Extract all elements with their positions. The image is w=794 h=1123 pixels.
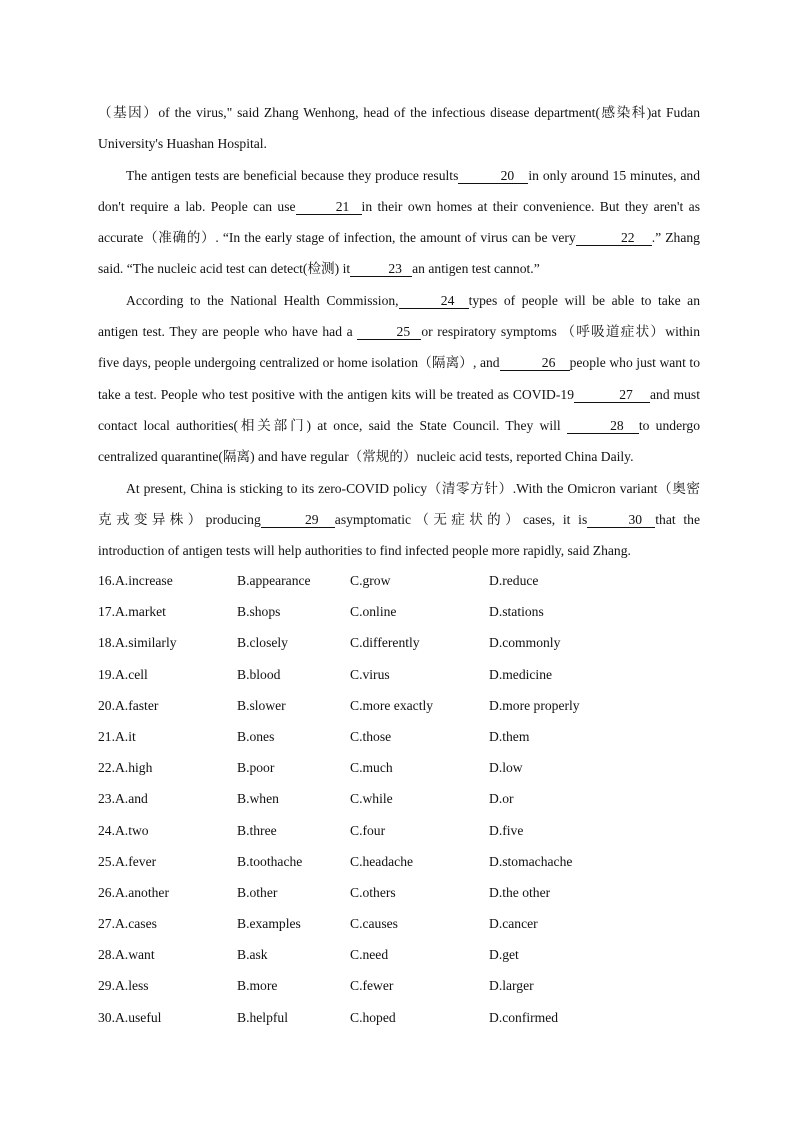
passage-text: people who just want to take a test. People who test positive with the antigen kits will be treated as COVID-19 xyxy=(98,355,700,402)
option-b: B.other xyxy=(237,884,278,900)
option-row xyxy=(98,815,698,846)
passage-paragraph xyxy=(98,160,700,285)
option-a: 19.A.cell xyxy=(98,666,148,682)
option-a: 16.A.increase xyxy=(98,573,173,588)
option-c: C.need xyxy=(350,947,389,963)
option-b: B.when xyxy=(237,791,279,807)
option-d: D.cancer xyxy=(489,916,538,932)
blank-29: 29 xyxy=(261,512,335,528)
option-a: 18.A.similarly xyxy=(98,635,177,651)
passage-text: The antigen tests are beneficial because they produce results xyxy=(126,167,459,183)
option-c: C.while xyxy=(350,791,393,807)
cloze-passage xyxy=(98,97,700,566)
option-c: C.others xyxy=(350,884,396,900)
option-d: D.get xyxy=(489,947,519,963)
option-row xyxy=(98,659,698,690)
passage-text: At present, China is sticking to its zero-COVID policy（清零方针）.With the Omicron variant（奥密克戎变异株）producing xyxy=(98,480,700,527)
option-b: B.shops xyxy=(237,604,281,620)
passage-paragraph xyxy=(98,97,700,160)
option-b: B.examples xyxy=(237,916,301,932)
option-c: C.virus xyxy=(350,666,390,682)
option-c: C.causes xyxy=(350,916,398,932)
passage-text: in only around 15 minutes, and don't require a lab. People can use xyxy=(98,167,700,214)
passage-text: and must contact local authorities(相关部门) at once, said the State Council. They will xyxy=(98,386,700,433)
option-b: B.closely xyxy=(237,635,288,651)
option-d: D.stomachache xyxy=(489,853,573,869)
passage-text: or respiratory symptoms （呼吸道症状）within five days, people undergoing centralized or home isolation（隔离）, and xyxy=(98,324,700,371)
passage-text: an antigen test cannot.” xyxy=(412,261,540,277)
passage-text: .” Zhang said. “The nucleic acid test can detect(检测) it xyxy=(98,230,700,277)
passage-paragraph xyxy=(98,473,700,567)
blank-21: 21 xyxy=(296,199,362,215)
blank-24: 24 xyxy=(399,293,469,309)
option-c: C.fewer xyxy=(350,978,394,994)
option-b: B.toothache xyxy=(237,853,303,869)
blank-30: 30 xyxy=(587,512,655,528)
option-row xyxy=(98,565,698,596)
option-c: C.much xyxy=(350,760,393,776)
blank-25: 25 xyxy=(357,324,421,340)
option-a: 29.A.less xyxy=(98,978,149,994)
option-d: D.or xyxy=(489,791,514,807)
option-d: D.reduce xyxy=(489,573,539,588)
blank-23: 23 xyxy=(350,261,412,277)
option-a: 17.A.market xyxy=(98,604,166,620)
option-row xyxy=(98,596,698,627)
passage-text: asymptomatic（无症状的）cases, it is xyxy=(334,511,588,527)
option-d: D.confirmed xyxy=(489,1009,559,1025)
option-a: 26.A.another xyxy=(98,884,169,900)
option-b: B.appearance xyxy=(237,573,311,588)
option-d: D.low xyxy=(489,760,523,776)
passage-text: types of people will be able to take an antigen test. They are people who have had a xyxy=(98,292,700,340)
option-b: B.more xyxy=(237,978,278,994)
option-c: C.differently xyxy=(350,635,420,651)
passage-text: that the introduction of antigen tests will help authorities to find infected people more rapidly, said Zhang. xyxy=(98,511,700,559)
option-row xyxy=(98,721,698,752)
blank-20: 20 xyxy=(458,168,528,184)
option-row xyxy=(98,627,698,658)
option-d: D.five xyxy=(489,822,524,838)
option-c: C.headache xyxy=(350,853,414,869)
option-row xyxy=(98,908,698,939)
option-c: C.more exactly xyxy=(350,697,434,713)
option-a: 30.A.useful xyxy=(98,1009,162,1025)
option-b: B.ask xyxy=(237,947,268,963)
option-a: 24.A.two xyxy=(98,822,149,838)
blank-22: 22 xyxy=(576,230,652,246)
option-c: C.online xyxy=(350,604,397,620)
option-row xyxy=(98,939,698,970)
option-b: B.three xyxy=(237,822,277,838)
option-b: B.slower xyxy=(237,697,286,713)
option-row xyxy=(98,752,698,783)
option-a: 27.A.cases xyxy=(98,916,157,932)
option-a: 22.A.high xyxy=(98,760,153,776)
option-c: C.grow xyxy=(350,573,391,588)
option-row xyxy=(98,1002,698,1033)
option-row xyxy=(98,783,698,814)
option-d: D.the other xyxy=(489,884,551,900)
blank-27: 27 xyxy=(574,387,650,403)
option-row xyxy=(98,690,698,721)
option-c: C.four xyxy=(350,822,386,838)
option-a: 28.A.want xyxy=(98,947,155,963)
option-d: D.larger xyxy=(489,978,534,994)
option-d: D.them xyxy=(489,728,530,744)
option-d: D.commonly xyxy=(489,635,561,651)
option-a: 21.A.it xyxy=(98,728,136,744)
option-b: B.helpful xyxy=(237,1009,288,1025)
passage-text: to undergo centralized quarantine(隔离) and have regular（常规的）nucleic acid tests, reported China Daily. xyxy=(98,417,700,465)
option-c: C.those xyxy=(350,728,392,744)
passage-text: （基因）of the virus," said Zhang Wenhong, head of the infectious disease department(感染科)at Fudan University's Huashan Hospital. xyxy=(98,105,700,152)
option-c: C.hoped xyxy=(350,1009,396,1025)
passage-paragraph xyxy=(98,285,700,473)
option-d: D.more properly xyxy=(489,697,580,713)
option-a: 25.A.fever xyxy=(98,853,157,869)
option-b: B.poor xyxy=(237,760,275,776)
option-d: D.medicine xyxy=(489,666,553,682)
option-a: 20.A.faster xyxy=(98,697,159,713)
option-row xyxy=(98,970,698,1001)
blank-26: 26 xyxy=(500,355,570,371)
passage-text: According to the National Health Commission, xyxy=(126,292,399,308)
option-row xyxy=(98,846,698,877)
blank-28: 28 xyxy=(567,418,639,434)
option-b: B.ones xyxy=(237,728,275,744)
option-b: B.blood xyxy=(237,666,281,682)
answer-options xyxy=(98,565,698,1033)
option-a: 23.A.and xyxy=(98,791,148,807)
passage-text: in their own homes at their convenience. But they aren't as accurate（准确的）. “In the early stage of infection, the amount of virus can be very xyxy=(98,198,700,246)
option-row xyxy=(98,877,698,908)
option-d: D.stations xyxy=(489,604,544,620)
